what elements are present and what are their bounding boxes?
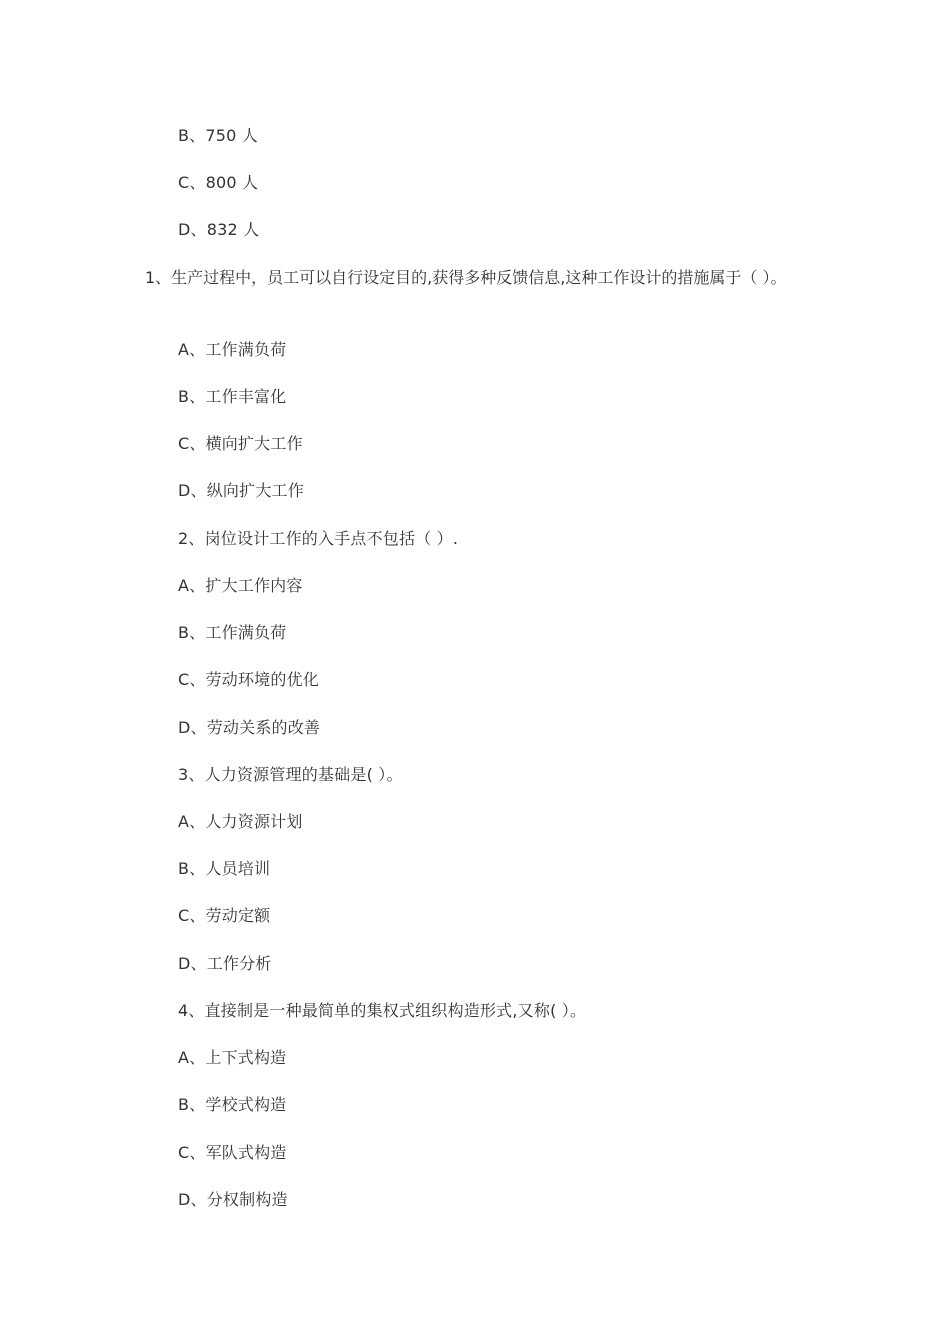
question-3-option-a: A、人力资源计划	[178, 812, 303, 831]
question-1-option-b: B、工作丰富化	[178, 387, 287, 406]
question-1-option-d: D、纵向扩大工作	[178, 481, 304, 500]
question-3-option-d: D、工作分析	[178, 954, 272, 973]
question-4-option-b: B、学校式构造	[178, 1095, 287, 1114]
question-3-option-b: B、人员培训	[178, 859, 271, 878]
question-2-option-c: C、劳动环境的优化	[178, 670, 319, 689]
question-2-option-b: B、工作满负荷	[178, 623, 287, 642]
question-2-option-d: D、劳动关系的改善	[178, 718, 321, 737]
question-3-option-c: C、劳动定额	[178, 906, 271, 925]
option-prev-b: B、750 人	[178, 126, 259, 145]
option-prev-c: C、800 人	[178, 173, 259, 192]
question-4-text: 4、直接制是一种最简单的集权式组织构造形式,又称( ）。	[178, 1001, 587, 1020]
question-4-option-a: A、上下式构造	[178, 1048, 287, 1067]
question-3-text: 3、人力资源管理的基础是( ）。	[178, 765, 403, 784]
question-2-option-a: A、扩大工作内容	[178, 576, 303, 595]
question-1-text: 1、生产过程中，员工可以自行设定目的,获得多种反馈信息,这种工作设计的措施属于（ ）。	[145, 268, 787, 287]
question-2-text: 2、岗位设计工作的入手点不包括（ ）.	[178, 529, 459, 548]
option-prev-d: D、832 人	[178, 220, 260, 239]
question-1-option-c: C、横向扩大工作	[178, 434, 303, 453]
question-4-option-c: C、军队式构造	[178, 1143, 287, 1162]
question-1-option-a: A、工作满负荷	[178, 340, 287, 359]
question-4-option-d: D、分权制构造	[178, 1190, 288, 1209]
